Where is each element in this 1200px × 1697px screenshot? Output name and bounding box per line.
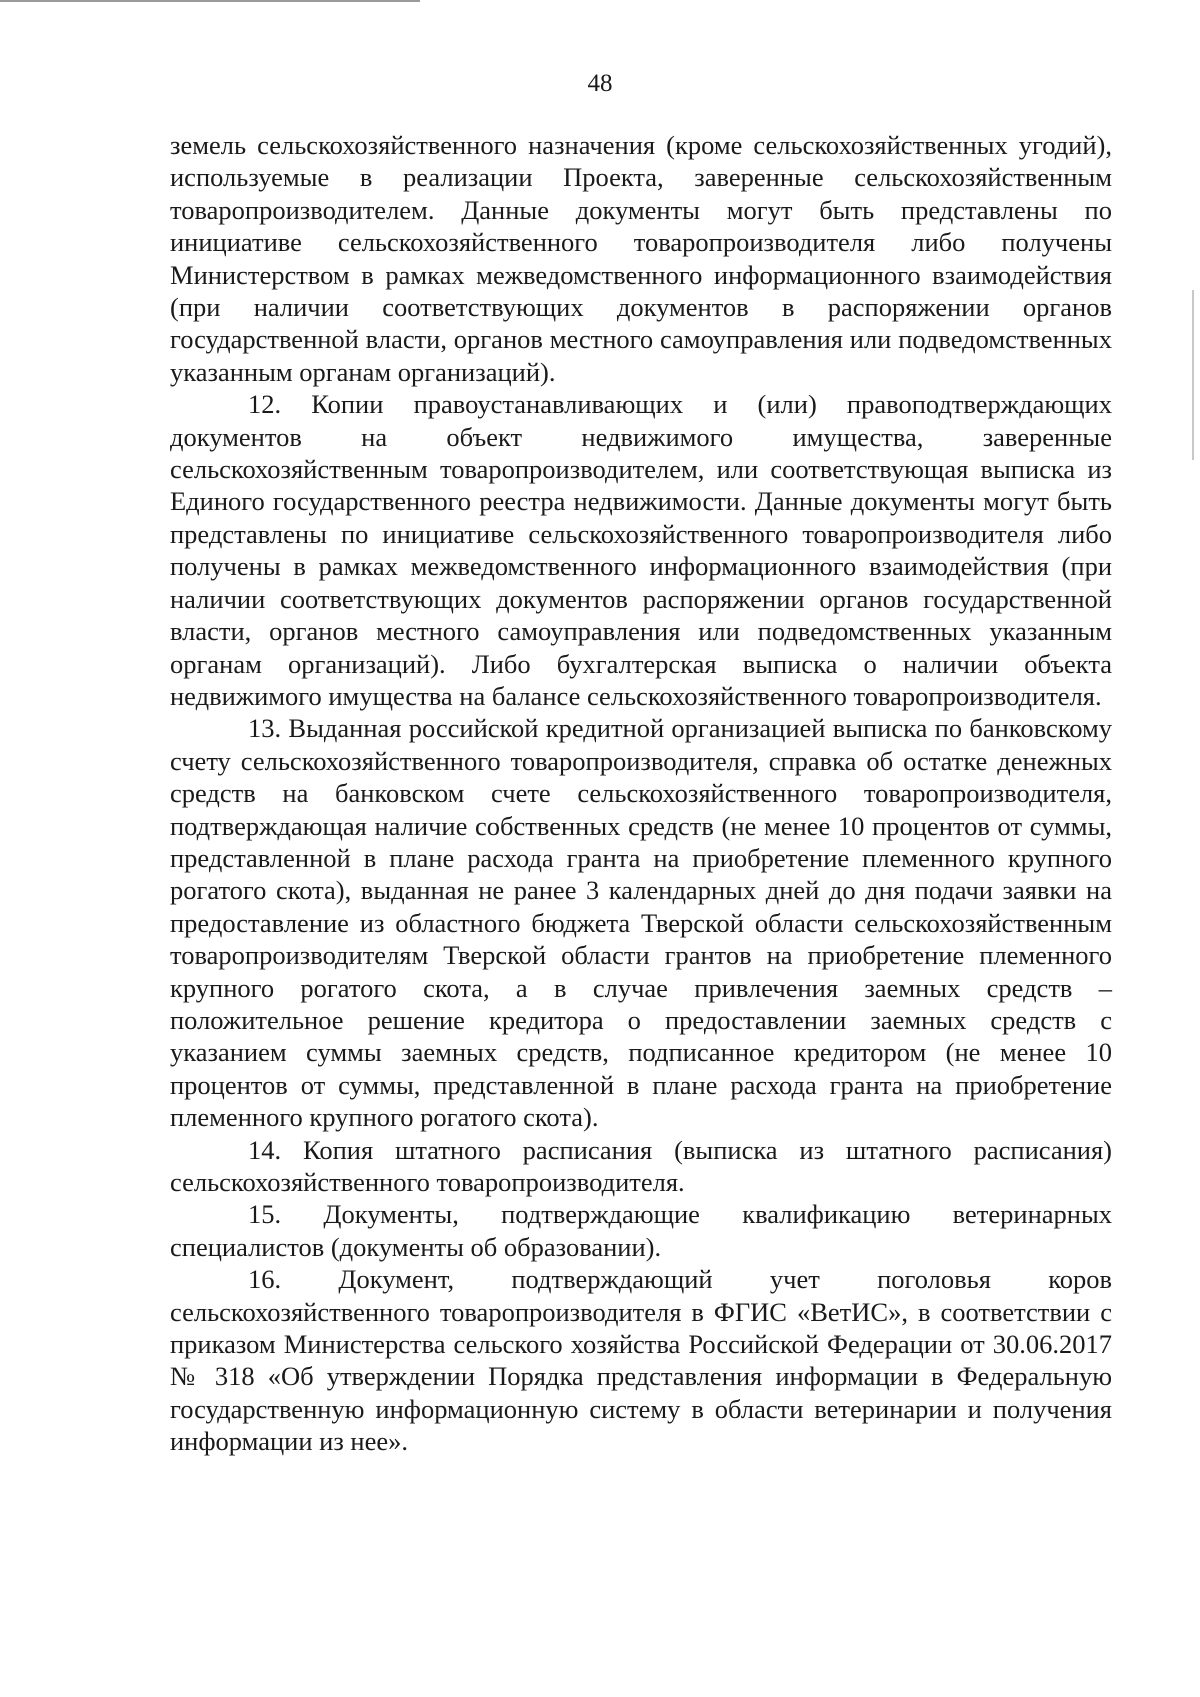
- scan-edge-right: [1192, 290, 1194, 460]
- paragraph-item-15: 15. Документы, подтверждающие квалификацию ветеринарных специалистов (документы об образовании).: [170, 1199, 1112, 1262]
- document-body: [170, 129, 1112, 1458]
- paragraph-item-13: 13. Выданная российской кредитной организацией выписка по банковскому счету сельскохозяйственного товаропроизводителя, справка об остатке денежных средств на банковском счете сельскохозяйственного товаропроизводителя, подтверждающая наличие собственных средств (не менее 10 процентов от суммы, представленной в плане расхода гранта на приобретение племенного крупного рогатого скота), выданная не ранее 3 календарных дней до дня подачи заявки на предоставление из областного бюджета Тверской области сельскохозяйственным товаропроизводителям Тверской области грантов на приобретение племенного крупного рогатого скота, а в случае привлечения заемных средств – положительное решение кредитора о предоставлении заемных средств с указанием суммы заемных средств, подписанное кредитором (не менее 10 процентов от суммы, представленной в плане расхода гранта на приобретение племенного крупного рогатого скота).: [170, 713, 1112, 1133]
- paragraph-item-12: 12. Копии правоустанавливающих и (или) правоподтверждающих документов на объект недвижимого имущества, заверенные сельскохозяйственным товаропроизводителем, или соответствующая выписка из Единого государственного реестра недвижимости. Данные документы могут быть представлены по инициативе сельскохозяйственного товаропроизводителя либо получены в рамках межведомственного информационного взаимодействия (при наличии соответствующих документов распоряжении органов государственной власти, органов местного самоуправления или подведомственных указанным органам организаций). Либо бухгалтерская выписка о наличии объекта недвижимого имущества на балансе сельскохозяйственного товаропроизводителя.: [170, 389, 1112, 711]
- paragraph-item-14: 14. Копия штатного расписания (выписка из штатного расписания) сельскохозяйственного товаропроизводителя.: [170, 1134, 1112, 1197]
- paragraph-continuation: земель сельскохозяйственного назначения (кроме сельскохозяйственных угодий), используемые в реализации Проекта, заверенные сельскохозяйственным товаропроизводителем. Данные документы могут быть представлены по инициативе сельскохозяйственного товаропроизводителя либо получены Министерством в рамках межведомственного информационного взаимодействия (при наличии соответствующих документов в распоряжении органов государственной власти, органов местного самоуправления или подведомственных указанным органам организаций).: [170, 130, 1112, 387]
- scan-edge-top: [0, 0, 420, 2]
- page-number: 48: [587, 70, 613, 97]
- paragraph-item-16: 16. Документ, подтверждающий учет поголовья коров сельскохозяйственного товаропроизводителя в ФГИС «ВетИС», в соответствии с приказом Министерства сельского хозяйства Российской Федерации от 30.06.2017 № 318 «Об утверждении Порядка представления информации в Федеральную государственную информационную систему в области ветеринарии и получения информации из нее».: [170, 1264, 1112, 1457]
